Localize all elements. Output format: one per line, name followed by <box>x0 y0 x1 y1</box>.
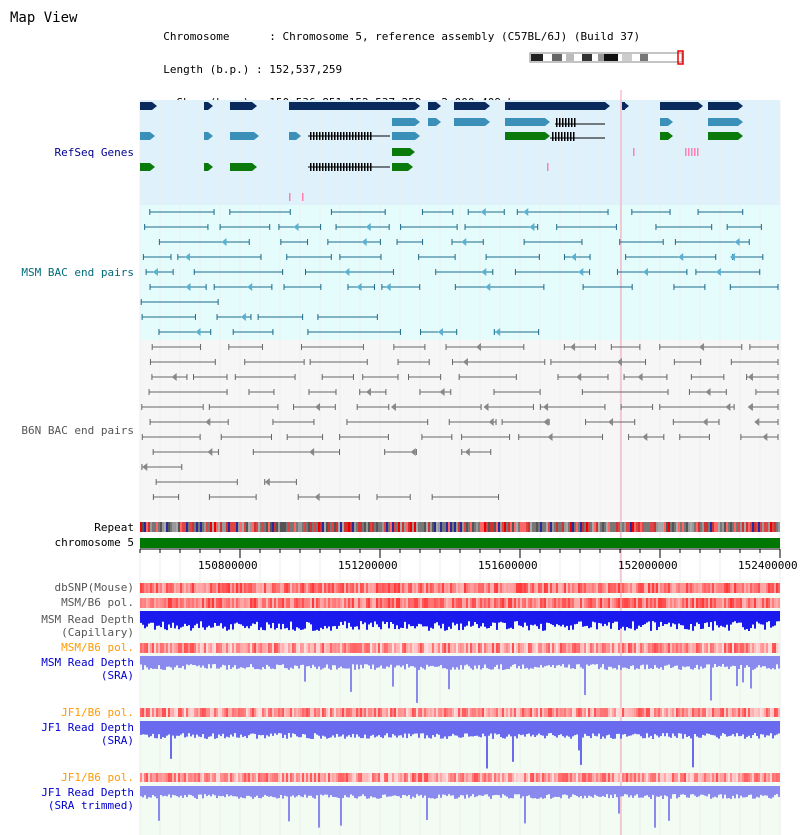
chromosome-ideogram[interactable] <box>530 51 683 64</box>
label-chromosome[interactable]: chromosome 5 <box>54 536 134 549</box>
heat-msm-b6-pol-2 <box>140 643 780 653</box>
gene-j <box>708 102 743 110</box>
position-axis <box>140 549 798 572</box>
gene-ab <box>230 163 257 171</box>
label-jf1-depth-trimmed[interactable] <box>41 786 134 812</box>
label-jf1-b6-pol[interactable]: JF1/B6 pol. <box>61 706 134 719</box>
length-value: 152,537,259 <box>269 63 343 76</box>
length-row: Length (b.p.) : 152,537,259 <box>163 63 343 76</box>
chromosome-key: Chromosome <box>163 30 230 43</box>
chromosome-bar[interactable] <box>140 538 780 548</box>
label-b6n-bac[interactable]: B6N BAC end pairs <box>21 424 134 437</box>
label-refseq[interactable]: RefSeq Genes <box>54 146 134 159</box>
label-jf1-depth-sra[interactable] <box>41 721 134 747</box>
axis-tick-label-0: 150800000 <box>198 559 258 572</box>
label-msm-depth-sra-line1: MSM Read Depth <box>41 656 134 669</box>
gene-f <box>454 102 490 110</box>
heat-jf1-b6-pol <box>140 708 780 717</box>
gene-v <box>505 132 550 140</box>
gene-i <box>660 102 703 110</box>
label-jf1-depth-trimmed-line2: (SRA trimmed) <box>47 799 134 812</box>
axis-tick-label-2: 151600000 <box>478 559 538 572</box>
heat-dbsnp <box>140 583 780 593</box>
axis-tick-label-3: 152000000 <box>618 559 678 572</box>
gene-n <box>505 118 550 126</box>
gene-c <box>230 102 257 110</box>
gene-g <box>505 102 610 110</box>
label-jf1-depth-sra-line1: JF1 Read Depth <box>41 721 134 734</box>
label-msm-depth-capillary-line1: MSM Read Depth <box>41 613 134 626</box>
label-msm-depth-sra-line2: (SRA) <box>100 669 134 682</box>
label-dbsnp[interactable]: dbSNP(Mouse) <box>54 581 134 594</box>
axis-tick-label-1: 151200000 <box>338 559 398 572</box>
label-msm-bac[interactable]: MSM BAC end pairs <box>21 266 134 279</box>
axis-tick-label-4: 152400000 <box>738 559 798 572</box>
label-msm-depth-sra[interactable] <box>41 656 134 682</box>
heat-jf1-b6-pol-2 <box>140 773 780 782</box>
chromosome-value: Chromosome 5, reference assembly (C57BL/6J) (Build 37) <box>282 30 641 43</box>
gene-m <box>454 118 490 126</box>
gene-w <box>708 132 743 140</box>
label-jf1-b6-pol-2[interactable]: JF1/B6 pol. <box>61 771 134 784</box>
label-msm-b6-pol-2[interactable]: MSM/B6 pol. <box>61 641 134 654</box>
label-jf1-depth-sra-line2: (SRA) <box>100 734 134 747</box>
gene-p <box>708 118 743 126</box>
gene-u <box>392 132 420 140</box>
heat-msm-b6-pol <box>140 598 780 608</box>
repeat-track[interactable] <box>140 522 780 532</box>
gene-k <box>392 118 420 126</box>
chromosome-row: Chromosome : Chromosome 5, reference assembly (C57BL/6J) (Build 37) <box>163 30 641 43</box>
gene-d <box>289 102 420 110</box>
label-msm-depth-capillary-line2: (Capillary) <box>61 626 134 639</box>
length-key: Length (b.p.) <box>163 63 250 76</box>
label-repeat[interactable]: Repeat <box>94 521 134 534</box>
label-jf1-depth-trimmed-line1: JF1 Read Depth <box>41 786 134 799</box>
label-msm-b6-pol[interactable]: MSM/B6 pol. <box>61 596 134 609</box>
page-title: Map View <box>10 10 78 26</box>
label-msm-depth-capillary[interactable] <box>41 613 134 639</box>
gene-s <box>230 132 259 140</box>
